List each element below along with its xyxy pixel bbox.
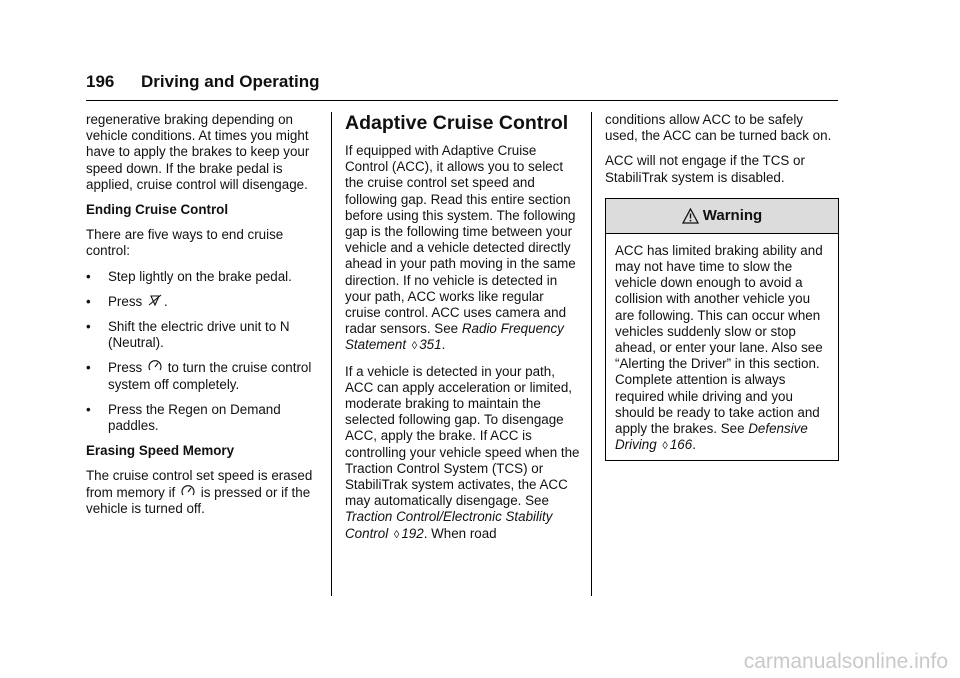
paragraph-tcs-disabled: ACC will not engage if the TCS or StabiliTrak system is disabled. [605, 153, 805, 185]
column-2 [345, 112, 580, 552]
erase-text-start: The cruise control set speed is erased from memory if [86, 468, 313, 500]
bullet-item [86, 269, 324, 285]
warning-text: ACC has limited braking ability and may not have time to slow the vehicle down enough to avoid a collision with another vehicle you are following. This can occur when vehicles suddenly slow or stop ahead, or enter your lane. Also see “Alerting the Driver” in this section. Complete attention is always required while driving and you should be ready to take action and apply the brakes. See [615, 242, 823, 437]
bullet-mark: • [86, 293, 91, 309]
subheading-ending-cruise: Ending Cruise Control [86, 202, 229, 218]
bullet-text: Press [108, 360, 143, 376]
page-ref-number[interactable]: 351 [419, 337, 442, 353]
sentence-end: . [441, 337, 446, 353]
warning-header [606, 199, 838, 234]
bullet-mark: • [86, 360, 91, 376]
link-defensive-driving[interactable]: Defensive Driving [615, 421, 808, 453]
warning-body [606, 234, 838, 461]
bullet-item [86, 360, 324, 392]
link-traction-control[interactable]: Traction Control/Electronic Stability Control [345, 509, 553, 541]
column-1 [86, 112, 324, 526]
bullet-text-end: . [163, 293, 168, 309]
column-divider-1 [331, 112, 332, 596]
paragraph-conditions: conditions allow ACC to be safely used, the ACC can be turned back on. [605, 112, 832, 144]
bullet-text: Press [108, 293, 143, 309]
erase-text-end: is pressed or if the vehicle is turned off. [86, 484, 311, 516]
cruise-onoff-icon [181, 485, 195, 498]
column-divider-2 [591, 112, 592, 596]
watermark: carmanualsonline.info [743, 650, 948, 673]
warning-triangle-icon [682, 208, 699, 224]
warning-title: Warning [702, 206, 763, 224]
paragraph-acc-detected [345, 364, 580, 543]
paragraph-regen-braking: regenerative braking depending on vehicle conditions. At times you might have to apply the brakes to keep your speed down. If the brake pedal is applied, cruise control will disengage. [86, 112, 310, 192]
link-radio-frequency[interactable]: Radio Frequency Statement [345, 321, 564, 353]
column-3 [605, 112, 839, 461]
bullet-text-end: to turn the cruise control system off completely. [108, 360, 312, 392]
bullet-text: Press the Regen on Demand paddles. [108, 401, 281, 434]
page-ref-number[interactable]: 166 [669, 437, 693, 453]
heading-adaptive-cruise: Adaptive Cruise Control [345, 112, 569, 134]
bullet-mark: • [86, 401, 91, 417]
bullet-text: Step lightly on the brake pedal. [108, 268, 292, 284]
cancel-cruise-icon [148, 294, 162, 307]
paragraph-five-ways: There are five ways to end cruise control: [86, 227, 284, 259]
subheading-erasing-speed: Erasing Speed Memory [86, 443, 235, 459]
bullet-item [86, 294, 324, 310]
page-ref-icon: ◊ [393, 528, 400, 541]
page-ref-number[interactable]: 192 [401, 525, 424, 541]
bullet-item [86, 402, 324, 434]
sentence-end: . [692, 437, 696, 453]
bullet-mark: • [86, 268, 91, 284]
header-rule [86, 100, 838, 101]
acc-intro-text: If equipped with Adaptive Cruise Control (ACC), it allows you to select the cruise control set speed and following gap. Read this entire section before using this system. The following gap is the following time between your vehicle and a vehicle detected directly ahead in your path moving in the same direction. If no vehicle is detected in your path, ACC works like regular cruise control. ACC uses camera and radar sensors. See [345, 143, 576, 337]
sentence-end: . When road [423, 525, 497, 541]
paragraph-erase-memory [86, 468, 324, 517]
acc-detected-text: If a vehicle is detected in your path, ACC can apply acceleration or limited, moderate braking to maintain the selected following gap. To disengage ACC, apply the brake. If ACC is controlling your vehicle speed when the Traction Control System (TCS) or StabiliTrak system activates, the ACC may automatically disengage. See [345, 363, 580, 509]
bullet-mark: • [86, 319, 91, 335]
page-number: 196 [86, 72, 115, 91]
paragraph-acc-intro [345, 143, 580, 355]
page-ref-icon: ◊ [411, 340, 418, 353]
page-ref-icon: ◊ [662, 440, 668, 453]
bullet-text: Shift the electric drive unit to N (Neutral). [108, 319, 290, 351]
warning-box [605, 198, 839, 462]
section-title: Driving and Operating [141, 72, 320, 91]
cruise-onoff-icon [148, 360, 162, 373]
bullet-item [86, 319, 324, 351]
page-header [86, 72, 838, 100]
